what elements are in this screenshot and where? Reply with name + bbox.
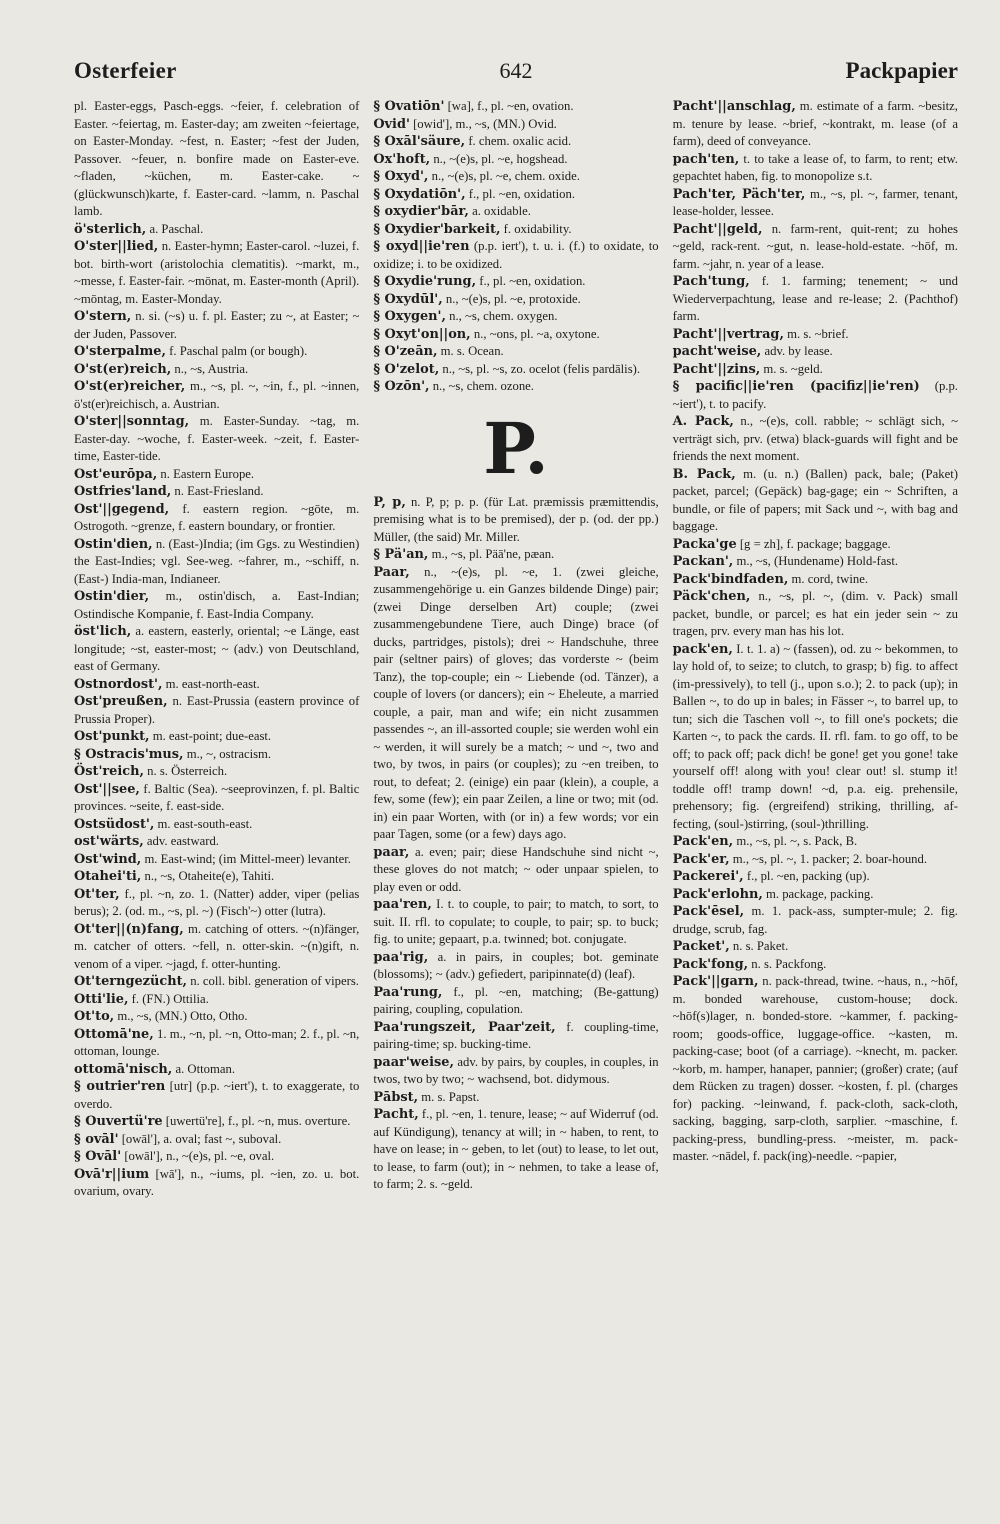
dictionary-entry [74, 466, 359, 484]
entry-definition: f. 1. farming; tenement; ~ und Wiederverpachtung, lease and re-lease; 2. (Pachthof) farm. [672, 274, 958, 323]
entry-definition: m. (u. n.) (Ballen) pack, bale; (Paket) packet, parcel; (Gepäck) bag-gage; ein ~ Schriften, a bundle, or file of papers; mit Sack und ~, with bag and baggage. [672, 466, 958, 533]
dictionary-entry [74, 746, 359, 764]
dictionary-entry [373, 238, 658, 273]
dictionary-entry [74, 238, 359, 308]
entry-definition: a. eastern, easterly, oriental; ~e Länge, east longitude; ~st, easter-most; ~ (adv.) von Deutschland, east of Germany. [74, 624, 360, 673]
entry-definition: [wā'], n., ~iums, pl. ~ien, zo. u. bot. ovarium, ovary. [74, 1166, 360, 1198]
dictionary-entry [673, 536, 958, 554]
entry-definition: n. s. Paket. [729, 939, 789, 953]
entry-headword: Pacht'||geld, [672, 221, 763, 237]
entry-definition: m., ~s, pl. Päā'ne, pæan. [428, 547, 555, 561]
entry-headword: § outrier'ren [74, 1079, 166, 1094]
dictionary-entry [74, 781, 359, 816]
entry-definition: [utr] (p.p. ~iert'), t. to exaggerate, to overdo. [74, 1079, 360, 1111]
dictionary-entry [673, 553, 958, 571]
entry-headword: Ost'wind, [74, 851, 142, 867]
dictionary-entry [673, 851, 958, 869]
entry-headword: B. Pack, [672, 466, 736, 482]
entry-headword: pack'en, [672, 641, 733, 657]
entry-headword: Pach'ter, Päch'ter, [672, 186, 806, 202]
entry-definition: m., ~s, pl. ~, s. Pack, B. [733, 834, 858, 848]
entry-definition: I. t. 1. a) ~ (fassen), od. zu ~ bekommen, to lay hold of, to seize; to clutch, to grasp; b) fig. to affect (im-pressively), to tell (j., upon s.o.); 2. to pack (up); in Ballen ~, to do up in bales; in Fässer ~, to barrel up, to tun; sich die Taschen voll ~, to fill one's pockets; die Karten ~, to pack the cards. II. rfl. fam. to go off, to be off; to pack off; pack dich! be gone! get you gone! take yourself off! along with you! clear out! sl. stump it! toddle off! tramp down! ~d, p.a. eig. prehensile, prehensory; fig. (ergreifend) striking, thrilling, af-fecting, (soul-)stirring, (soul-)thrilling. [672, 641, 958, 831]
entry-headword: Ostin'dier, [74, 589, 150, 604]
entry-definition: m. s. ~geld. [760, 361, 823, 376]
entry-headword: Ot'to, [74, 1009, 115, 1024]
dictionary-entry [373, 186, 658, 204]
dictionary-entry [74, 973, 359, 991]
entry-definition: a. in pairs, in couples; bot. geminate (blossoms); ~ (adv.) gefiedert, paripinnate(d) (leaf). [373, 949, 659, 981]
entry-headword: paa'rig, [373, 949, 429, 965]
dictionary-entry [373, 273, 658, 291]
entry-headword: § Ozōn', [373, 379, 430, 394]
entry-headword: Pack'erlohn, [672, 886, 763, 902]
entry-definition: m., ~s, pl. ~, farmer, tenant, lease-holder, lessee. [672, 186, 958, 218]
entry-headword: pach'ten, [672, 151, 740, 167]
entry-definition: [wa], f., pl. ~en, ovation. [444, 99, 574, 113]
dictionary-entry [673, 588, 958, 641]
entry-definition: m. 1. pack-ass, sumpter-mule; 2. fig. drudge, scrub, fag. [672, 904, 958, 936]
left-running-head: Osterfeier [74, 58, 177, 83]
dictionary-entry [74, 991, 359, 1009]
entry-definition: n., ~(e)s, pl. ~e, 1. (zwei gleiche, zusammengehörige u. ein Ganzes bildende Dinge) pair; (zwei Dinge derselben Art) couple; (zwei zusammengebundene Tiere, auch Dinge) brace (of ducks, partridges, pistols); drei ~ Handschuhe, three pair (seltner pairs) of gloves; das vorderste ~ (beim Tanz), the top-couple; ein ~ Liebende (od. Tänzer), a couple of lovers (or dancers); ein ~ Eheleute, a married couple, a pair, man and wife; ein nicht zusammen passendes ~, an ill-assorted couple; sie werden wohl ein ~ werden, it will surely be a match; ~ und ~, two and two, by twos, in pairs (or couples); zu ~en treiben, to rout, to defeat; 2. (einige) ein paar (klein), a couple, a few, some (few); ein paar Zeilen, a line or two; mit (od. in) ein paar Worten, with (or in) a few words; vor ein paar Tagen, some (or a few) days ago. [373, 564, 659, 841]
dictionary-entry [673, 973, 958, 1166]
entry-definition: m. s. ~brief. [783, 326, 849, 341]
dictionary-entry [74, 378, 359, 413]
entry-headword: § Oxydatiōn', [373, 186, 466, 202]
entry-definition: n. (East-)India; (im Ggs. zu Westindien) the East-Indies; vgl. See-weg. ~fahrer, m., ~schiff, n. (East-) India-man, Indianeer. [74, 536, 360, 586]
dictionary-entry [373, 1106, 658, 1194]
entry-headword: Packerei', [672, 869, 744, 884]
entry-definition: n. East-Friesland. [171, 484, 264, 498]
entry-headword: Ost'punkt, [74, 729, 150, 744]
entry-headword: Pābst, [373, 1089, 419, 1105]
entry-headword: § Oxyd', [373, 169, 429, 184]
entry-headword: § Oxygen', [373, 309, 446, 324]
dictionary-entry [373, 378, 658, 396]
entry-headword: § Oxydūl', [373, 291, 443, 307]
dictionary-entry [74, 851, 359, 869]
entry-headword: ö'sterlich, [74, 221, 147, 237]
entry-definition: n., ~s, pl. ~s, zo. ocelot (felis pardālis). [439, 361, 641, 376]
dictionary-entry [74, 1113, 359, 1131]
entry-headword: Ot'ter, [74, 886, 120, 902]
entry-definition: m. catching of otters. ~(n)fänger, m. catcher of otters. ~fell, n. otter-skin. ~(n)gift, n. venom of a viper. ~jagd, f. otter-hunting. [74, 921, 360, 971]
dictionary-entry [373, 1089, 658, 1107]
column-1 [74, 98, 359, 1201]
entry-definition: m. east-north-east. [162, 676, 260, 691]
entry-headword: paar, [373, 844, 410, 860]
entry-definition: m. East-wind; (im Mittel-meer) levanter. [141, 851, 351, 866]
dictionary-entry [74, 308, 359, 343]
dictionary-entry [673, 833, 958, 851]
dictionary-entry [673, 151, 958, 186]
entry-headword: § oxyd||ie'ren [373, 239, 470, 254]
dictionary-entry [74, 693, 359, 728]
entry-headword: O'st(er)reicher, [74, 379, 186, 394]
entry-definition: f. Baltic (Sea). ~seeprovinzen, f. pl. Baltic provinces. ~seite, f. east-side. [74, 781, 360, 813]
entry-headword: O'ster||lied, [74, 239, 159, 254]
dictionary-entry [373, 564, 658, 844]
dictionary-entry [673, 221, 958, 274]
entry-headword: A. Pack, [672, 414, 734, 429]
dictionary-entry [373, 361, 658, 379]
columns [74, 98, 958, 1201]
dictionary-entry [673, 641, 958, 834]
dictionary-entry [673, 886, 958, 904]
entry-definition: f., pl. ~n, zo. 1. (Natter) adder, viper (pelias berus); 2. (od. m., ~s, pl. ~) (Fisch'~) otter (lutra). [74, 886, 360, 918]
dictionary-entry [673, 903, 958, 938]
dictionary-entry [373, 291, 658, 309]
entry-headword: § O'zelot, [373, 361, 440, 377]
entry-headword: § pacific||ie'ren (pacifiz||ie'ren) [672, 379, 920, 394]
entry-definition: m., ~s, pl. ~, 1. packer; 2. boar-hound. [729, 851, 928, 866]
entry-headword: ost'wärts, [74, 834, 144, 849]
dictionary-entry [373, 984, 658, 1019]
dictionary-entry [74, 868, 359, 886]
entry-definition: adv. by lease. [761, 344, 833, 358]
dictionary-entry [673, 868, 958, 886]
entry-headword: Ostnordost', [74, 676, 163, 692]
entry-headword: Pack'bindfaden, [672, 571, 789, 587]
entry-headword: Pach'tung, [672, 274, 750, 289]
right-running-head: Packpapier [845, 58, 958, 83]
entry-definition: f. (FN.) Ottilia. [128, 991, 209, 1006]
entry-definition: n. P, p; p. p. (für Lat. præmissis præmittendis, premising what is to be premised), der p. (od. der pp.) Müller, (the said) Mr. Miller. [373, 494, 659, 544]
dictionary-entry [74, 343, 359, 361]
entry-definition: n. s. Packfong. [748, 956, 827, 971]
entry-headword: Ostin'dien, [74, 536, 153, 552]
entry-definition: m., ~, ostracism. [183, 746, 272, 761]
entry-headword: Packan', [672, 554, 734, 569]
entry-definition: t. to take a lease of, to farm, to rent; etw. gepachtet haben, fig. to monopolize s.t. [672, 151, 958, 183]
dictionary-entry [74, 1166, 359, 1201]
entry-definition: m., ~s, (Hundename) Hold-fast. [733, 554, 899, 568]
entry-headword: Pack'ēsel, [672, 904, 745, 919]
entry-headword: Ost'||see, [74, 781, 140, 797]
dictionary-entry [673, 273, 958, 326]
entry-definition: n. pack-thread, twine. ~haus, n., ~hōf, m. bonded warehouse, custom-house; dock. ~hōf(s)lager, n. bonded-store. ~kammer, f. packing-room; goods-office, luggage-office. ~kasten, m. packing-case; boot (of a carriage). ~knecht, m. packer. ~korb, m. hamper, hanaper, pannier; (großer) crate; (auf dem Rücken zu tragen) dosser. ~kosten, f. pl. (charges for) packing. ~leinwand, f. pack-cloth, sack-cloth, sacking, bagging, sarp-cloth, sarplier. ~maschine, f. packing-press, bundling-press. ~meister, m. pack-master. ~nādel, f. pack(ing)-needle. ~papier, [672, 974, 958, 1163]
entry-definition: [g = zh], f. package; baggage. [736, 536, 891, 551]
dictionary-entry [74, 833, 359, 851]
entry-definition: (p.p. ~iert'), t. to pacify. [672, 379, 958, 411]
entry-headword: Ox'hoft, [373, 151, 431, 167]
entry-headword: Packet', [672, 939, 730, 954]
entry-headword: pacht'weise, [672, 344, 762, 359]
entry-headword: öst'lich, [74, 624, 132, 639]
entry-headword: § Ostracis'mus, [74, 746, 184, 762]
entry-headword: § Oxydie'rung, [373, 274, 477, 289]
dictionary-entry [673, 361, 958, 379]
dictionary-entry [373, 546, 658, 564]
dictionary-entry [74, 413, 359, 466]
dictionary-entry [74, 483, 359, 501]
dictionary-entry [74, 1008, 359, 1026]
entry-definition: adv. by pairs, by couples, in couples, in twos, two by two; ~ wachsend, bot. didymous. [373, 1054, 659, 1086]
dictionary-entry [373, 151, 658, 169]
entry-headword: Packa'ge [672, 536, 737, 552]
page-header [74, 52, 958, 92]
entry-definition: n., ~s, chem. ozone. [429, 379, 534, 393]
entry-headword: § Ouvertü're [74, 1114, 163, 1129]
entry-headword: O'ster||sonntag, [74, 414, 190, 429]
entry-definition: n., ~(e)s, coll. rabble; ~ schlägt sich, ~ verträgt sich, prv. (etwa) black-guards will fight and be friends the next moment. [672, 414, 958, 463]
entry-headword: Paa'rungszeit, Paar'zeit, [373, 1019, 556, 1035]
dictionary-entry [673, 938, 958, 956]
dictionary-entry [74, 361, 359, 379]
dictionary-entry [373, 844, 658, 897]
entry-headword: Päck'chen, [672, 589, 751, 604]
dictionary-entry [74, 1078, 359, 1113]
entry-headword: P, p, [373, 494, 406, 510]
page-number: 642 [499, 58, 533, 83]
entry-definition: n. Eastern Europe. [157, 466, 255, 481]
entry-headword: Pack'er, [672, 851, 730, 867]
entry-definition: f., pl. ~en, oxidation. [465, 186, 575, 201]
dictionary-entry [74, 886, 359, 921]
entry-definition: n., ~s, Otaheite(e), Tahiti. [141, 869, 275, 883]
entry-headword: § oxydier'bār, [373, 204, 469, 219]
entry-headword: Pack'en, [672, 834, 734, 849]
dictionary-entry [74, 728, 359, 746]
entry-headword: ottomā'nisch, [74, 1061, 173, 1077]
dictionary-entry [373, 98, 658, 116]
dictionary-entry [373, 168, 658, 186]
dictionary-entry [74, 98, 359, 221]
entry-headword: Paar, [373, 564, 410, 580]
entry-headword: Ostfries'land, [74, 484, 172, 499]
dictionary-entry [673, 326, 958, 344]
entry-definition: m. east-south-east. [154, 816, 253, 831]
entry-definition: m., ~s, (MN.) Otto, Otho. [114, 1009, 248, 1023]
entry-headword: paar'weise, [373, 1054, 454, 1070]
dictionary-entry [74, 501, 359, 536]
entry-definition: n. s. Österreich. [144, 764, 228, 778]
dictionary-entry [74, 921, 359, 974]
entry-headword: Ost'eurōpa, [74, 466, 158, 482]
entry-headword: paa'ren, [373, 897, 432, 912]
dictionary-entry [373, 221, 658, 239]
entry-headword: Ost'||gegend, [74, 501, 170, 517]
entry-headword: Paa'rung, [373, 984, 443, 1000]
entry-headword: § Ovatiōn' [373, 99, 445, 114]
entry-headword: O'st(er)reich, [74, 361, 172, 377]
dictionary-entry [373, 343, 658, 361]
dictionary-entry [373, 308, 658, 326]
entry-headword: Pacht, [373, 1107, 419, 1122]
entry-definition: [owid'], m., ~s, (MN.) Ovid. [409, 116, 557, 131]
entry-definition: a. Paschal. [146, 221, 204, 236]
entry-definition: n. si. (~s) u. f. pl. Easter; zu ~, at Easter; ~ der Juden, Passover. [74, 309, 360, 341]
entry-headword: Ot'terngezücht, [74, 974, 188, 989]
entry-definition: n., ~(e)s, pl. ~e, protoxide. [442, 291, 581, 306]
dictionary-entry [373, 116, 658, 134]
entry-definition: m. Easter-Sunday. ~tag, m. Easter-day. ~woche, f. Easter-week. ~zeit, f. Easter-time, Easter-tide. [74, 414, 360, 463]
entry-definition: n., ~(e)s, pl. ~e, chem. oxide. [428, 169, 580, 183]
entry-definition: m. cord, twine. [788, 571, 868, 586]
entry-definition: m. estimate of a farm. ~besitz, m. tenure by lease. ~brief, ~kontrakt, m. lease (of a farm), deed of conveyance. [672, 99, 958, 148]
dictionary-entry [74, 1026, 359, 1061]
dictionary-entry [673, 956, 958, 974]
entry-headword: Pack'||garn, [672, 974, 759, 989]
entry-definition: f. Paschal palm (or bough). [165, 344, 308, 358]
entry-headword: Ovā'r||ium [74, 1166, 150, 1182]
entry-definition: pl. Easter-eggs, Pasch-eggs. ~feier, f. celebration of Easter. ~feiertag, m. Easter-day; am zweiten ~feiertage, on Easter-Monday. ~fest, n. Easter; ~fest der Juden, Passover. ~feuer, n. bonfire made on Easter-eve. ~fladen, ~küchen, m. Easter-cake. ~(glückwunsch)karte, f. Easter-card. ~lamm, n. Paschal lamb. [74, 99, 360, 218]
entry-definition: a. oxidable. [468, 204, 531, 218]
dictionary-entry [673, 186, 958, 221]
entry-definition: [owāl'], n., ~(e)s, pl. ~e, oval. [121, 1149, 275, 1163]
dictionary-entry [74, 623, 359, 676]
entry-definition: n. Easter-hymn; Easter-carol. ~luzei, f. bot. birth-wort (aristolochia clematitis). ~markt, m., ~messe, f. Easter-fair. ~mōnat, m. Easter-month (April). ~mōntag, m. Easter-Monday. [74, 239, 360, 306]
dictionary-entry [373, 326, 658, 344]
dictionary-entry [373, 896, 658, 949]
column-2 [373, 98, 658, 1201]
entry-definition: n., ~ons, pl. ~a, oxytone. [470, 326, 600, 341]
entry-headword: Ostsüdost', [74, 816, 155, 832]
dictionary-entry [673, 98, 958, 151]
entry-headword: § O'zeān, [373, 344, 438, 359]
entry-headword: Pacht'||zins, [672, 361, 761, 377]
entry-definition: f. coupling-time, pairing-time; sp. bucking-time. [373, 1019, 659, 1051]
dictionary-entry [74, 676, 359, 694]
dictionary-entry [74, 763, 359, 781]
entry-headword: O'stern, [74, 309, 132, 324]
entry-headword: Pacht'||vertrag, [672, 326, 784, 342]
dictionary-entry [373, 203, 658, 221]
entry-definition: m., ~s, pl. ~, ~in, f., pl. ~innen, ö'st(er)reichisch, a. Austrian. [74, 379, 360, 411]
entry-definition: m. package, packing. [762, 886, 874, 901]
entry-definition: m. east-point; due-east. [149, 729, 272, 743]
entry-definition: m., ostin'disch, a. East-Indian; Ostindische Kompanie, f. East-India Company. [74, 589, 360, 621]
dictionary-entry [373, 133, 658, 151]
entry-definition: f. oxidability. [500, 221, 572, 236]
entry-definition: f., pl. ~en, packing (up). [743, 869, 870, 883]
entry-headword: Otti'lie, [74, 991, 129, 1007]
entry-headword: Otahei'ti, [74, 869, 142, 884]
entry-definition: a. Ottoman. [172, 1061, 236, 1076]
dictionary-entry [673, 343, 958, 361]
entry-headword: O'sterpalme, [74, 344, 166, 359]
entry-definition: I. t. to couple, to pair; to match, to sort, to suit. II. rfl. to copulate; to couple, to pair; sp. to buck; fig. to unite; gepaart, p.a. twinned; bot. conjugate. [373, 897, 659, 946]
entry-definition: n. East-Prussia (eastern province of Prussia Proper). [74, 694, 360, 726]
entry-headword: § Oxāl'säure, [373, 134, 466, 149]
dictionary-entry [373, 1054, 658, 1089]
entry-headword: Ot'ter||(n)fang, [74, 921, 184, 937]
entry-definition: m. s. Papst. [418, 1089, 480, 1104]
entry-definition: f., pl. ~en, 1. tenure, lease; ~ auf Widerruf (od. auf Kündigung), tenancy at will; in ~ haben, to rent, to have on lease; in ~ geben, to let (out) to lease, to let out, to lease, to farm (out); in ~ nehmen, to take a lease of, to farm; 2. s. ~geld. [373, 1107, 659, 1191]
entry-headword: § Ovāl' [74, 1149, 122, 1164]
dictionary-entry [74, 536, 359, 589]
dictionary-entry [373, 949, 658, 984]
entry-definition: [owāl'], a. oval; fast ~, suboval. [118, 1131, 282, 1146]
entry-headword: § Oxydier'barkeit, [373, 221, 501, 237]
column-3 [673, 98, 958, 1201]
entry-headword: Ost'preußen, [74, 694, 168, 709]
entry-definition: f., pl. ~en, oxidation. [476, 274, 586, 288]
entry-headword: § Oxyt'on||on, [373, 326, 471, 342]
entry-definition: a. even; pair; diese Handschuhe sind nicht ~, these gloves do not match; ~ oder unpaar spielen, to play even or odd. [373, 844, 659, 894]
entry-definition: n., ~s, chem. oxygen. [445, 309, 558, 323]
entry-definition: m. s. Ocean. [437, 344, 504, 358]
dictionary-entry [74, 221, 359, 239]
dictionary-entry [673, 466, 958, 536]
dictionary-entry [74, 816, 359, 834]
entry-headword: § Pä'an, [373, 547, 429, 562]
entry-definition: 1. m., ~n, pl. ~n, Otto-man; 2. f., pl. ~n, ottoman, lounge. [74, 1026, 360, 1058]
entry-definition: f., pl. ~en, matching; (Be-gattung) pairing, coupling, copulation. [373, 984, 659, 1016]
dictionary-entry [373, 494, 658, 547]
dictionary-entry [74, 1131, 359, 1149]
entry-definition: f. chem. oxalic acid. [465, 134, 572, 148]
entry-definition: [uwertü're], f., pl. ~n, mus. overture. [162, 1114, 351, 1128]
dictionary-entry [74, 1148, 359, 1166]
entry-definition: n., ~s, Austria. [171, 361, 249, 376]
entry-definition: n. coll. bibl. generation of vipers. [187, 974, 359, 988]
dictionary-entry [74, 588, 359, 623]
entry-headword: Pacht'||anschlag, [672, 99, 796, 114]
entry-headword: Pack'fong, [672, 956, 749, 972]
entry-definition: adv. eastward. [143, 834, 219, 848]
entry-definition: n., ~s, pl. ~, (dim. v. Pack) small packet, bundle, or parcel; es hat ein jeder sein ~ zu tragen, prv. every man has his lot. [672, 589, 958, 638]
entry-definition: f. eastern region. ~gōte, m. Ostrogoth. ~grenze, f. eastern boundary, or frontier. [74, 501, 360, 533]
dictionary-entry [74, 1061, 359, 1079]
entry-headword: Ottomā'ne, [74, 1026, 154, 1042]
dictionary-entry [673, 571, 958, 589]
entry-headword: Ovid' [373, 116, 410, 132]
dictionary-entry [373, 1019, 658, 1054]
entry-definition: n. farm-rent, quit-rent; zu hohes ~geld, rack-rent. ~gut, n. lease-hold-estate. ~hōf, m. farm. ~jahr, n. year of a lease. [672, 221, 958, 271]
dictionary-entry [673, 413, 958, 466]
section-letter: P. [483, 406, 549, 490]
entry-definition: n., ~(e)s, pl. ~e, hogshead. [430, 151, 568, 166]
dictionary-entry [673, 378, 958, 413]
entry-definition: (p.p. iert'), t. u. i. (f.) to oxidate, to oxidize; i. to be oxidized. [373, 239, 659, 271]
entry-headword: Öst'reich, [74, 764, 144, 779]
entry-headword: § ovāl' [74, 1131, 119, 1147]
